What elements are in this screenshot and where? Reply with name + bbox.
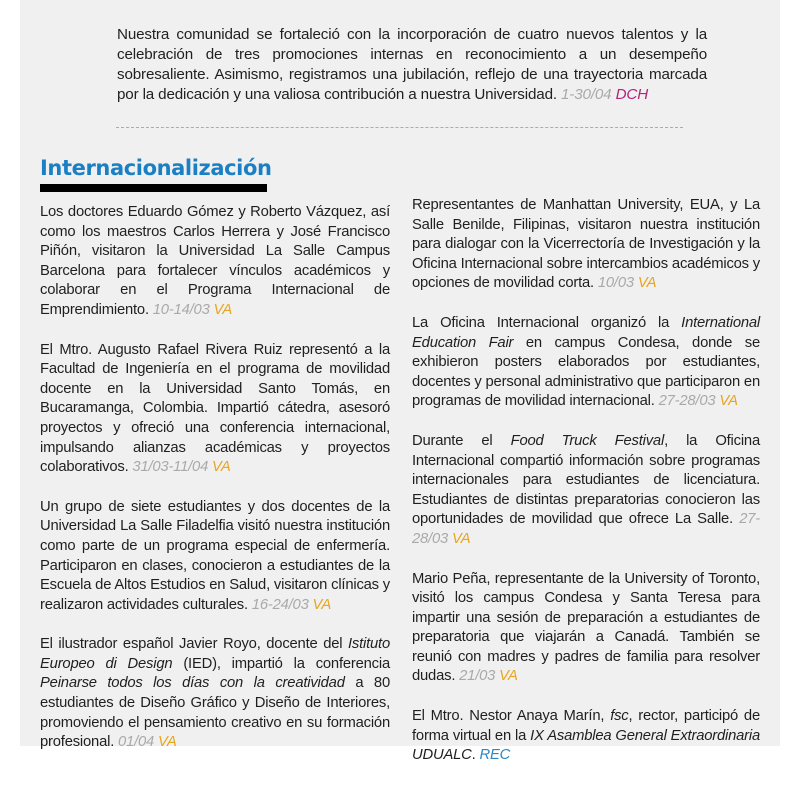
news-tag: VA xyxy=(312,596,332,613)
news-item xyxy=(412,570,760,688)
news-tag: VA xyxy=(213,301,233,318)
news-tag: VA xyxy=(451,530,471,547)
news-text: Mario Peña, representante de la University of Toronto, visitó los campus Condesa y Santa Teresa para impartir una sesión de preparación a estudiantes de preparatoria que viajarán a Canadá. También se reunió con madres y padres de familia para resolver dudas. xyxy=(412,570,760,685)
news-item xyxy=(40,341,390,478)
intro-tag: DCH xyxy=(615,86,649,104)
news-tag: VA xyxy=(157,734,177,751)
news-tag: VA xyxy=(637,275,657,292)
news-text: , rector, participó de forma virtual en la xyxy=(412,708,760,744)
intro-text: Nuestra comunidad se fortaleció con la incorporación de cuatro nuevos talentos y la celebración de tres promociones internas en reconocimiento a un desempeño sobresaliente. Asimismo, registramos una jubilación, reflejo de una trayectoria marcada por la dedicación y una valiosa contribución a nuestra Universidad. xyxy=(117,26,707,104)
title-underline-bar xyxy=(40,184,267,192)
news-item xyxy=(40,635,390,753)
news-text: a 80 estudiantes de Diseño Gráfico y Diseño de Interiores, promoviendo el pensamiento creativo en su formación profesional. xyxy=(40,675,390,751)
news-tag: VA xyxy=(212,459,231,476)
news-date: 27-28/03 xyxy=(412,511,760,547)
news-italic: International Education Fair xyxy=(412,314,760,351)
news-date: 10/03 xyxy=(597,275,634,292)
news-text: El ilustrador español Javier Royo, docente del xyxy=(40,636,348,653)
news-item xyxy=(412,707,760,766)
news-text: La Oficina Internacional organizó la xyxy=(412,314,682,331)
news-text: El Mtro. Nestor Anaya Marín, xyxy=(412,708,611,725)
news-tag: REC xyxy=(479,747,511,764)
news-italic: fsc xyxy=(610,708,629,725)
news-italic: Food Truck Festival xyxy=(510,432,665,449)
news-text: Durante el xyxy=(412,432,511,449)
news-tag: VA xyxy=(499,668,518,685)
news-item xyxy=(412,314,760,412)
news-date: 10-14/03 xyxy=(152,301,210,318)
news-italic: IX Asamblea General Extraordinaria UDUALC xyxy=(412,727,760,764)
news-text: Un grupo de siete estudiantes y dos docentes de la Universidad La Salle Filadelfia visitó nuestra institución como parte de un programa especial de enfermería. Participaron en clases, conocieron a estudiantes de la Escuela de Altos Estudios en Salud, visitaron clínicas y realizaron actividades culturales. xyxy=(40,498,390,613)
news-date: 21/03 xyxy=(459,668,496,685)
left-column xyxy=(40,203,390,773)
intro-paragraph xyxy=(117,25,707,105)
intro-date: 1-30/04 xyxy=(561,86,612,104)
news-item xyxy=(40,203,390,321)
section-title: Internacionalización xyxy=(40,156,272,180)
news-tag: VA xyxy=(719,393,738,410)
news-italic: Peinarse todos los días con la creatividad xyxy=(40,675,345,692)
news-text: en campus Condesa, donde se exhibieron posters elaborados por estudiantes, docentes y personal administrativo que participaron en programas de movilidad internacional. xyxy=(412,334,760,410)
dashed-divider xyxy=(116,127,683,128)
news-date: 27-28/03 xyxy=(658,393,716,410)
news-date: 01/04 xyxy=(118,734,155,751)
news-italic: Istituto Europeo di Design xyxy=(40,636,390,672)
news-item xyxy=(40,498,390,616)
news-item xyxy=(412,196,760,294)
news-text: Representantes de Manhattan University, EUA, y La Salle Benilde, Filipinas, visitaron nuestra institución para dialogar con la Vicerrectoría de Investigación y la Oficina Internacional sobre intercambios académicos y opciones de movilidad corta. xyxy=(412,197,760,292)
news-item xyxy=(412,432,760,550)
news-text: El Mtro. Augusto Rafael Rivera Ruiz representó a la Facultad de Ingeniería en el programa de movilidad docente en la Universidad Santo Tomás, en Bucaramanga, Colombia. Impartió cátedra, asesoró proyectos y ofreció una conferencia internacional, impulsando alianzas académicas y proyectos colaborativos. xyxy=(40,341,390,476)
news-text: . xyxy=(471,747,476,764)
news-text: , la Oficina Internacional compartió información sobre programas internacionales para estudiantes de licenciatura. Estudiantes de distintas preparatorias conocieron las oportunidades de movilidad que ofrece La Salle. xyxy=(412,432,760,528)
right-column xyxy=(412,196,760,786)
news-date: 31/03-11/04 xyxy=(132,459,209,476)
news-text: (IED), impartió la conferencia xyxy=(172,655,390,672)
news-date: 16-24/03 xyxy=(251,596,309,613)
newsletter-page xyxy=(20,0,780,764)
news-text: Los doctores Eduardo Gómez y Roberto Vázquez, así como los maestros Carlos Herrera y José Francisco Piñón, visitaron la Universidad La Salle Campus Barcelona para fortalecer vínculos académicos y colaborar en el Programa Internacional de Emprendimiento. xyxy=(40,204,390,318)
